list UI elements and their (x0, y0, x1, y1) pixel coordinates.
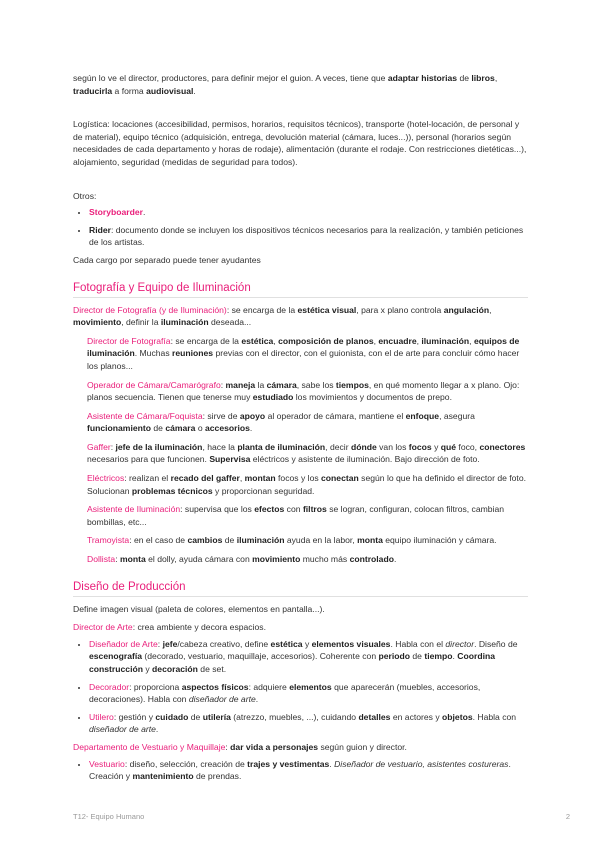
text: angulación (443, 304, 490, 315)
text: mantenimiento (132, 771, 194, 782)
list-item (89, 758, 528, 783)
text: , (273, 335, 279, 346)
section-heading-fotografia: Fotografía y Equipo de Iluminación (73, 281, 528, 298)
text: . (255, 694, 259, 705)
text: . Habla con (472, 711, 517, 722)
section-heading-diseno: Diseño de Producción (73, 580, 528, 597)
text: problemas técnicos (131, 485, 213, 496)
text: : gestión y (113, 711, 156, 722)
text: van los (376, 441, 409, 452)
cada-cargo-note: Cada cargo por separado puede tener ayudantes (73, 254, 261, 265)
text: : adquiere (248, 681, 290, 692)
asistente-camara (87, 410, 528, 435)
term: Departamento de Vestuario y Maquillaje (73, 741, 226, 752)
text: , (494, 73, 498, 83)
operador-camara (87, 379, 528, 404)
term-storyboarder: Storyboarder (89, 207, 143, 218)
text: cambios (187, 535, 223, 546)
text: conectan (321, 473, 359, 484)
text: , (239, 473, 245, 484)
text: . Diseño de (474, 638, 518, 649)
text: de (410, 651, 425, 662)
text: : diseño, selección, creación de (124, 758, 248, 769)
otros-label: Otros: (73, 190, 97, 201)
term: Eléctricos (87, 473, 125, 484)
text: elementos (289, 681, 332, 692)
text: audiovisual (146, 85, 194, 96)
text: . (393, 554, 397, 565)
text: y proporcionan seguridad. (212, 485, 315, 496)
term: Director de Fotografía (y de Iluminación) (73, 304, 227, 315)
text: estética (270, 638, 303, 649)
text: estudiado (252, 392, 294, 403)
text: de prendas. (193, 771, 242, 782)
page-footer (73, 812, 570, 821)
text: mucho más (300, 554, 350, 565)
text: funcionamiento (87, 423, 151, 434)
departamento-vestuario (73, 741, 528, 754)
text: : (115, 554, 120, 565)
text: : en el caso de (129, 535, 188, 546)
intro-paragraph (73, 72, 528, 97)
text: con (284, 504, 303, 515)
text: : (110, 441, 116, 452)
text: en actores y (390, 711, 443, 722)
term: Tramoyista (87, 535, 130, 546)
text: trajes y vestimentas (247, 758, 330, 769)
text: decoración (152, 664, 198, 674)
text: de (188, 711, 203, 722)
text: de set. (197, 664, 227, 674)
text: según lo ve el director, productores, para definir mejor el guion. A veces, tiene que (73, 73, 388, 83)
text: estética visual (297, 304, 357, 315)
text: : se encarga de la (170, 335, 242, 346)
text: : proporciona (129, 681, 182, 692)
term: Asistente de Iluminación (87, 504, 181, 515)
text: (atrezzo, muebles, ...), cuidando (230, 711, 359, 722)
text: iluminación (236, 535, 285, 546)
text: cámara (266, 379, 297, 390)
term: Vestuario (89, 758, 125, 769)
text: detalles (358, 711, 391, 722)
text: . (155, 724, 159, 735)
text: , asegura (439, 410, 475, 421)
text: de (222, 535, 237, 546)
text: escenografía (89, 651, 143, 662)
text: iluminación (160, 317, 209, 328)
text: monta (357, 535, 383, 546)
list-item (89, 224, 528, 249)
text: de (150, 423, 166, 434)
text: jefe de la iluminación (115, 441, 203, 452)
text: monta (119, 554, 146, 565)
text: o (195, 423, 205, 434)
text: según lo que ha definido el director de foto. Solucionan (87, 473, 526, 496)
text: libros (471, 73, 495, 83)
text: montan (244, 473, 276, 484)
footer-title: T12- Equipo Humano (73, 812, 145, 821)
director-arte (73, 621, 528, 634)
list-item (89, 206, 528, 219)
text: , decir (325, 441, 351, 452)
text: planta de iluminación (237, 441, 326, 452)
text: conectores (479, 441, 526, 452)
gaffer (87, 441, 528, 466)
text: elementos visuales (311, 638, 391, 649)
text: periodo (378, 651, 410, 662)
text: utilería (202, 711, 231, 722)
text: a forma (112, 85, 147, 96)
list-item (89, 681, 528, 706)
text: necesarios para que funcionen. (87, 454, 210, 465)
text: : crea ambiente y decora espacios. (132, 622, 266, 633)
text: . (452, 651, 458, 662)
text: cuidado (155, 711, 189, 722)
text: . Habla con el (390, 638, 446, 649)
text: dar vida a personajes (230, 741, 319, 752)
text: maneja (225, 379, 256, 390)
term-rider: Rider (89, 224, 111, 235)
text: Supervisa (209, 454, 251, 465)
text: aspectos físicos (181, 681, 249, 692)
term: Decorador (89, 681, 130, 692)
text: el dolly, ayuda cámara con (145, 554, 253, 565)
text: objetos (442, 711, 473, 722)
text: , en qué momento llegar a x plano. Ojo: planos secuencia. Tienen que tenerse muy (87, 379, 520, 403)
text: : sirve de (202, 410, 240, 421)
text: /cabeza creativo, define (177, 638, 271, 649)
text: jefe (162, 638, 178, 649)
tramoyista (87, 534, 528, 547)
text: , definir la (121, 317, 161, 328)
text: , (469, 335, 474, 346)
director-fotografia (87, 335, 528, 373)
text: equipos de iluminación (87, 335, 520, 359)
text: adaptar historias (387, 73, 458, 83)
term: Director de Fotografía (87, 335, 171, 346)
text: previas con el director, con el guionista, con el de arte para concluir cómo hacer los planos... (87, 348, 520, 371)
text: reuniones (172, 348, 214, 359)
text: y (302, 638, 312, 649)
term: Diseñador de Arte (89, 638, 158, 649)
text: focos y los (275, 473, 322, 484)
text: recado del gaffer (170, 473, 240, 484)
text: y (431, 441, 441, 452)
text: estética (241, 335, 274, 346)
text: qué (440, 441, 457, 452)
text: traducirla (73, 85, 113, 96)
diseno-define: Define imagen visual (paleta de colores, elementos en pantalla...). (73, 603, 325, 614)
text: diseñador de arte (89, 724, 156, 735)
text: foco, (456, 441, 480, 452)
text: , (416, 335, 422, 346)
text: efectos (254, 504, 285, 515)
text: : (225, 741, 231, 752)
text: según guion y director. (318, 741, 407, 752)
text: , (373, 335, 379, 346)
dir-fotografia-iluminacion (73, 304, 528, 329)
text: : realizan el (124, 473, 171, 484)
text: se logran, configuran, colocan filtros, cambian bombillas, etc... (87, 504, 505, 527)
text: : documento donde se incluyen los dispositivos técnicos necesarios para la realización, y también peticiones de los artistas. (89, 224, 524, 248)
text: encuadre (378, 335, 417, 346)
term: Asistente de Cámara/Foquista (87, 410, 203, 421)
text: ayuda en la labor, (284, 535, 358, 546)
text: , (489, 304, 492, 315)
text: controlado (349, 554, 394, 565)
electricos (87, 472, 528, 497)
text: al operador de cámara, mantiene el (265, 410, 406, 421)
list-item (89, 711, 528, 736)
text: (decorado, vestuario, maquillaje, accesorios). Coherente con (142, 651, 379, 662)
text: focos (408, 441, 432, 452)
term: Director de Arte (73, 622, 133, 633)
text: movimiento (73, 317, 122, 328)
text: . Muchas (134, 348, 173, 359)
text: . (142, 207, 146, 218)
text: : supervisa que los (180, 504, 255, 515)
text: equipo iluminación y cámara. (382, 535, 497, 546)
text: tiempo (424, 651, 453, 662)
text: que aparecerán (muebles, accesorios, decoraciones). Habla con (89, 681, 481, 705)
text: tiempos (335, 379, 369, 390)
otros-list (73, 206, 528, 249)
text: : se encarga de la (226, 304, 298, 315)
text: : (157, 638, 163, 649)
term: Utilero (89, 711, 114, 722)
arte-list (73, 638, 528, 736)
text: eléctricos y asistente de iluminación. Bajo dirección de foto. (250, 454, 480, 465)
text: movimiento (252, 554, 301, 565)
text: iluminación (421, 335, 470, 346)
text: . (249, 423, 253, 434)
text: los movimientos y documentos de prepo. (293, 392, 452, 403)
term: Operador de Cámara/Camarógrafo (87, 379, 221, 390)
text: la (255, 379, 267, 390)
document-body (73, 72, 528, 788)
text: . Creación y (89, 758, 511, 782)
list-item (89, 638, 528, 676)
text: Coordina construcción (89, 651, 496, 674)
text: cámara (165, 423, 196, 434)
text: : (220, 379, 226, 390)
text: . (329, 758, 335, 769)
page-number: 2 (565, 812, 570, 821)
text: enfoque (405, 410, 440, 421)
asistente-iluminacion (87, 503, 528, 528)
text: composición de planos (278, 335, 374, 346)
text: Diseñador de vestuario, asistentes costureras (334, 758, 509, 769)
text: filtros (302, 504, 327, 515)
text: apoyo (239, 410, 266, 421)
term: Dollista (87, 554, 116, 565)
vestuario-list (73, 758, 528, 783)
text: y (142, 664, 153, 674)
text: accesorios (205, 423, 250, 434)
logistica-paragraph: Logística: locaciones (accesibilidad, permisos, horarios, requisitos técnicos), transporte (hotel-locación, de personal y de material), equipo técnico (adquisición, entrega, devolución material (cámara, luces...)), personal (horarios según necesidades de cada departamento y horas de rodaje), alimentación (durante el rodaje. Con restricciones dietéticas...), alojamiento, seguridad (medidas de seguridad para todos). (73, 119, 527, 167)
dollista (87, 553, 528, 566)
text: , sabe los (296, 379, 336, 390)
text: director (445, 638, 475, 649)
text: de (457, 73, 472, 83)
term: Gaffer (87, 441, 111, 452)
text: diseñador de arte (188, 694, 256, 705)
text: deseada... (208, 317, 252, 328)
text: . (193, 85, 196, 96)
text: dónde (350, 441, 377, 452)
text: , para x plano controla (356, 304, 444, 315)
text: , hace la (202, 441, 238, 452)
